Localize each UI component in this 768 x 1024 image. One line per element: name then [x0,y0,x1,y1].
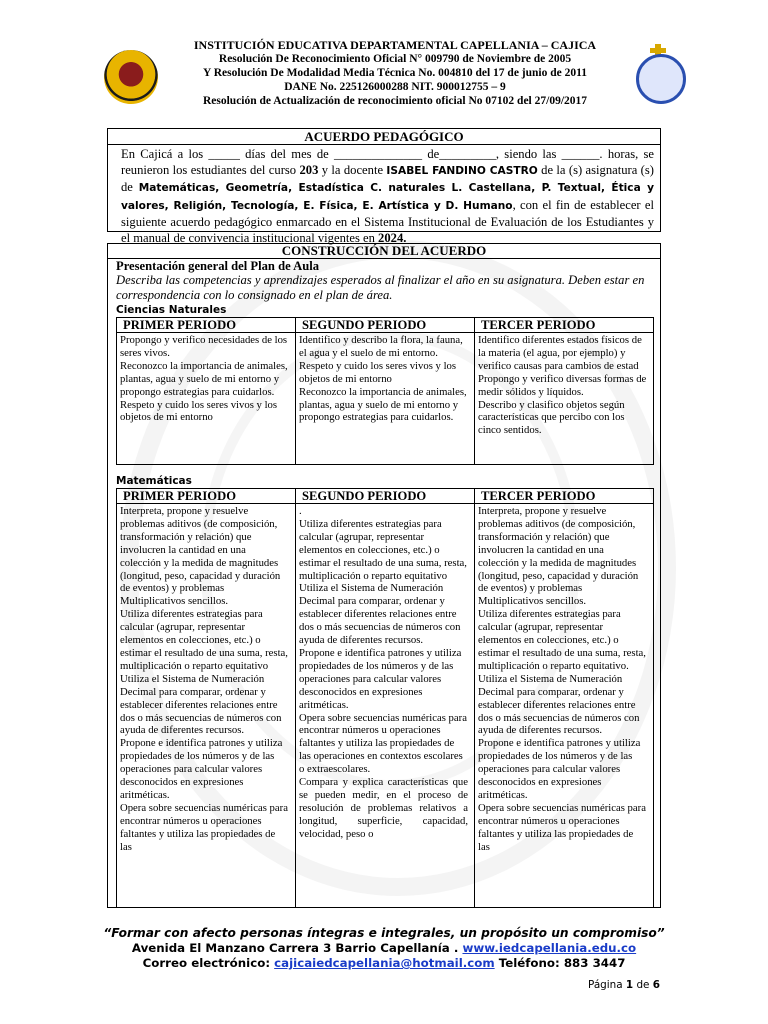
school-crest-logo [632,44,686,104]
page-number: Página 1 de 6 [588,979,660,991]
plan-title: Presentación general del Plan de Aula [116,259,320,273]
plan-description: Describa las competencias y aprendizajes esperados al finalizar el año en su asignatura. Deben estar en correspondencia con lo consignado en el plan de área. [116,273,645,302]
matematicas-periodo-1: Interpreta, propone y resuelve problemas aditivos (de composición, transformación y relación) que involucren la cantidad en una colección y la medida de magnitudes (longitud, peso, capacidad y duración de eventos) y problemas Multiplicativos sencillos. Utiliza diferentes estrategias para calcular (agrupar, representar elementos en colecciones, etc.) o estimar el resultado de una suma, resta, multiplicación o reparto equitativo Utiliza el Sistema de Numeración Decimal para comparar, ordenar y establecer diferentes relaciones entre dos o más secuencias de números con ayuda de diferentes recursos. Propone e identifica patrones y utiliza propiedades de los números y de las operaciones para calcular valores desconocidos en expresiones aritméticas. Opera sobre secuencias numéricas para encontrar números u operaciones faltantes y utiliza las propiedades de las [117,504,296,908]
document-header [0,38,768,108]
acuerdo-pedagogico-box [107,128,661,246]
matematicas-periodo-3: Interpreta, propone y resuelve problemas aditivos (de composición, transformación y relación) que involucren la cantidad en una colección y la medida de magnitudes (longitud, peso, capacidad y duración de eventos) y problemas Multiplicativos sencillos. Utiliza diferentes estrategias para calcular (agrupar, representar elementos en colecciones, etc.) o estimar el resultado de una suma, resta, multiplicación o reparto equitativo. Utiliza el Sistema de Numeración Decimal para comparar, ordenar y establecer diferentes relaciones entre dos o más secuencias de números con ayuda de diferentes recursos. Propone e identifica patrones y utiliza propiedades de los números y de las operaciones para calcular valores desconocidos en expresiones aritméticas. Opera sobre secuencias numéricas para encontrar números u operaciones faltantes y utiliza las propiedades de las [475,504,654,908]
header-line-dane: DANE No. 225126000288 NIT. 900012755 – 9 [284,81,506,93]
matematicas-periods-table [116,488,654,908]
anio: 2024. [378,231,407,246]
construccion-acuerdo-box [107,243,661,908]
header-text [160,38,630,108]
header-tercer-periodo: TERCER PERIODO [475,318,654,333]
curso: 203 [299,163,319,178]
subject-ciencias: Ciencias Naturales [116,304,227,316]
header-line-resolucion: Resolución De Reconocimiento Oficial N° 009790 de Noviembre de 2005 [218,53,572,65]
header-line-modalidad: Y Resolución De Modalidad Media Técnica No. 004810 del 17 de junio de 2011 [203,67,587,79]
asignaturas-list: Matemáticas, Geometría, Estadística C. naturales L. Castellana, P. Textual, Ética y valores, Religión, Tecnología, E. Física, E. Artística y D. Humano [121,182,654,212]
header-primer-periodo: PRIMER PERIODO [117,489,296,504]
header-segundo-periodo: SEGUNDO PERIODO [296,318,475,333]
ciencias-periodo-3: Identifico diferentes estados físicos de la materia (el agua, por ejemplo) y verifico causas para cambios de estad Propongo y verifico diversas formas de medir sólidos y líquidos. Describo y clasifico objetos según características que percibo con los cinco sentidos. [475,333,654,465]
construccion-title: CONSTRUCCIÓN DEL ACUERDO [108,244,660,259]
institution-name: INSTITUCIÓN EDUCATIVA DEPARTAMENTAL CAPELLANIA – CAJICA [193,38,597,52]
ciencias-periodo-1: Propongo y verifico necesidades de los seres vivos. Reconozco la importancia de animales, plantas, agua y suelo de mi entorno y propongo estrategias para cuidarlos. Respeto y cuido los seres vivos y los objetos de mi entorno [117,333,296,465]
institution-shield-logo [104,50,158,104]
ciencias-periods-table [116,317,654,465]
contact-line: Correo electrónico: cajicaiedcapellania@hotmail.com Teléfono: 883 3447 [142,956,626,970]
address-line: Avenida El Manzano Carrera 3 Barrio Capellanía . www.iedcapellania.edu.co [131,941,637,955]
document-footer [0,926,768,971]
acuerdo-body: En Cajicá a los _____ días del mes de ______________ de_________, siendo las ______. horas, se reunieron los estudiantes del curso 203 y la docente ISABEL FANDINO CASTRO de la (s) asignatura (s) de Matemáticas, Geometría, Estadística C. naturales L. Castellana, P. Textual, Ética y valores, Religión, Tecnología, E. Física, E. Artística y D. Humano, con el fin de establecer el siguiente acuerdo pedagógico enmarcado en el Sistema Institucional de Evaluación de los Estudiantes y el manual de convivencia institucional vigentes en 2024. [121,147,654,246]
ciencias-periodo-2: Identifico y describo la flora, la fauna, el agua y el suelo de mi entorno. Respeto y cuido los seres vivos y los objetos de mi entorno Reconozco la importancia de animales, plantas, agua y suelo de mi entorno y propongo estrategias para cuidarlos. [296,333,475,465]
header-primer-periodo: PRIMER PERIODO [117,318,296,333]
docente-name: ISABEL FANDINO CASTRO [386,165,538,178]
phone: Teléfono: 883 3447 [494,956,626,970]
institution-motto: “Formar con afecto personas íntegras e integrales, un propósito un compromiso” [103,926,665,940]
header-line-actualizacion: Resolución de Actualización de reconocimiento oficial No 07102 del 27/09/2017 [202,95,588,107]
header-tercer-periodo: TERCER PERIODO [475,489,654,504]
plan-presentation [108,259,660,303]
subject-matematicas: Matemáticas [116,475,192,487]
email-link[interactable]: cajicaiedcapellania@hotmail.com [274,956,495,970]
header-segundo-periodo: SEGUNDO PERIODO [296,489,475,504]
website-link[interactable]: www.iedcapellania.edu.co [462,941,637,955]
matematicas-periodo-2: . Utiliza diferentes estrategias para calcular (agrupar, representar elementos en colecciones, etc.) o estimar el resultado de una suma, resta, multiplicación o reparto equitativo Utiliza el Sistema de Numeración Decimal para comparar, ordenar y establecer diferentes relaciones entre dos o más secuencias de números con ayuda de diferentes recursos. Propone e identifica patrones y utiliza propiedades de los números y de las operaciones para calcular valores desconocidos en expresiones aritméticas. Opera sobre secuencias numéricas para encontrar números u operaciones faltantes y utiliza las propiedades de las operaciones en contextos escolares o extraescolares. Compara y explica características que se pueden medir, en el proceso de resolución de problemas relativos a longitud, superficie, capacidad, velocidad, peso o [296,504,475,908]
acuerdo-title: ACUERDO PEDAGÓGICO [108,129,660,145]
